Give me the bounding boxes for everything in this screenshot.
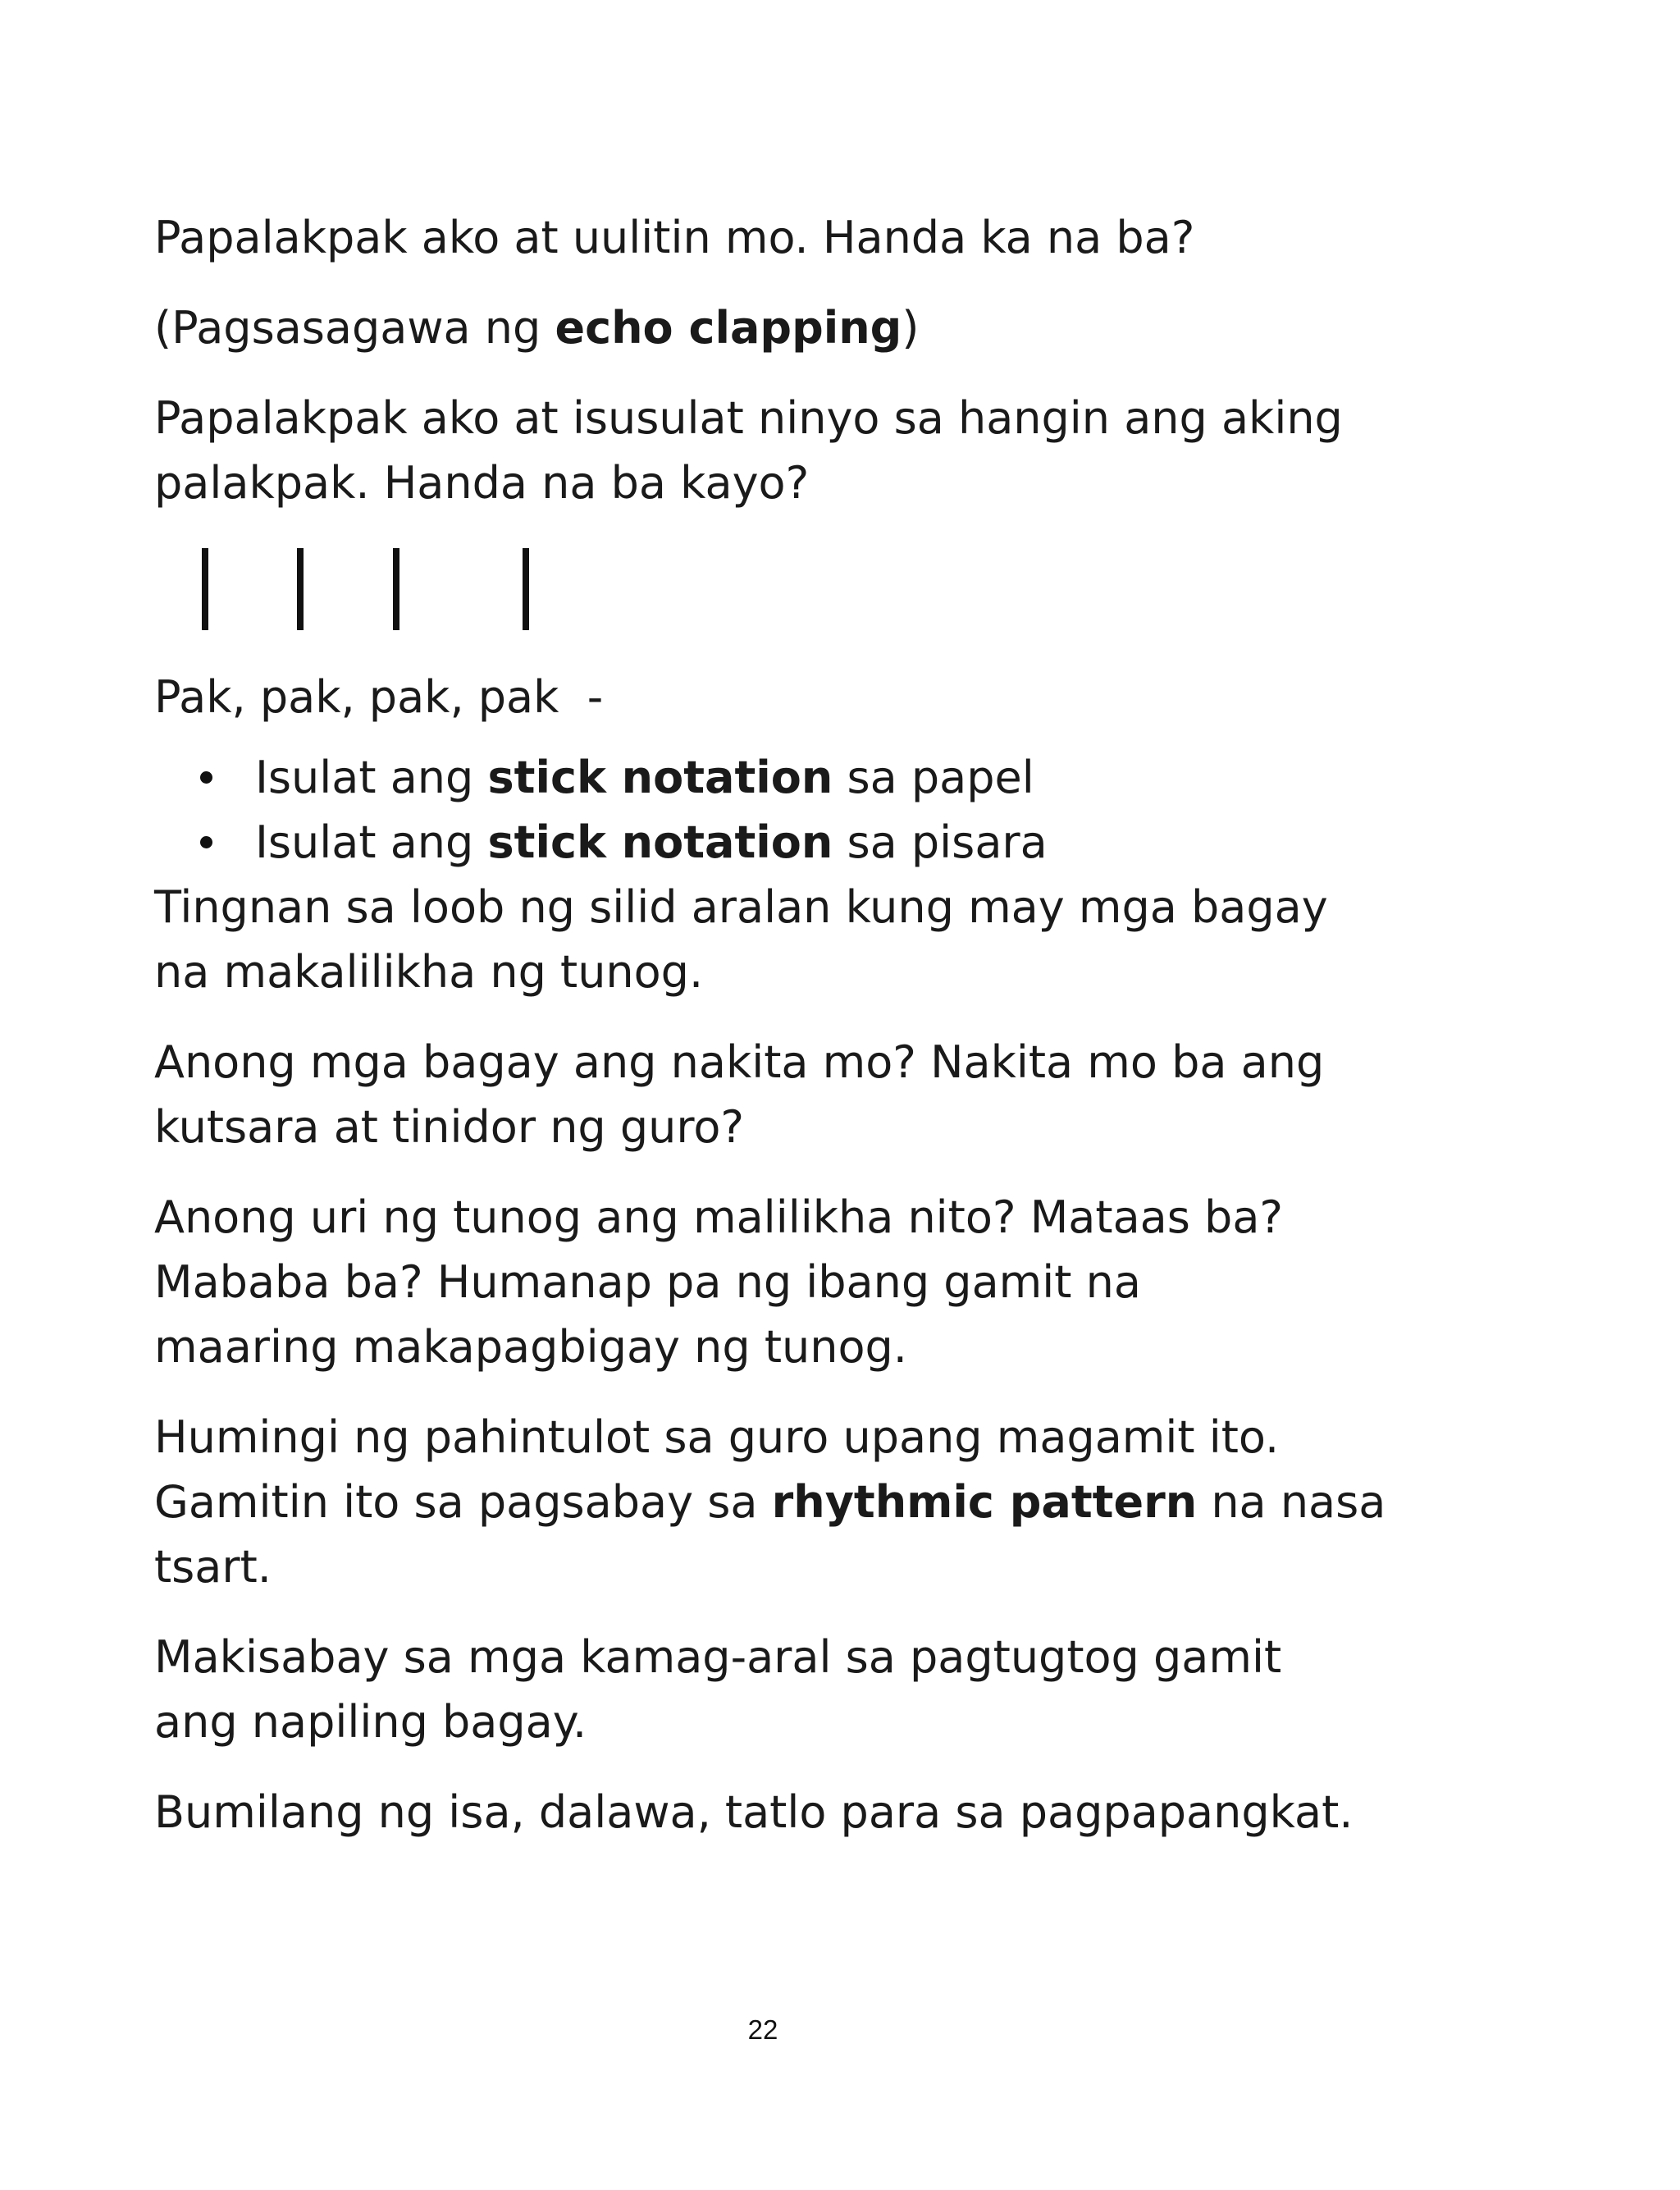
stick-notation xyxy=(154,548,1483,635)
list-item xyxy=(154,810,1483,875)
paragraph-write-in-air xyxy=(154,386,1483,515)
text-line: Anong mga bagay ang nakita mo? Nakita mo ba ang xyxy=(154,1036,1325,1088)
term-rhythmic-pattern: rhythmic pattern xyxy=(771,1476,1198,1528)
text-line: Anong uri ng tunog ang malilikha nito? Mataas ba? xyxy=(154,1191,1284,1243)
stick-mark xyxy=(523,548,529,630)
text-line: kutsara at tinidor ng guro? xyxy=(154,1101,745,1153)
stick-mark xyxy=(297,548,304,630)
paragraph-sound-type xyxy=(154,1185,1483,1379)
term-echo-clapping: echo clapping xyxy=(555,302,902,354)
paragraph-pak: Pak, pak, pak, pak - xyxy=(154,671,604,723)
text-line: maaring makapagbigay ng tunog. xyxy=(154,1321,907,1373)
paragraph-echo-clapping xyxy=(154,295,1483,360)
bullet-icon xyxy=(200,771,212,784)
text-segment: Isulat ang xyxy=(255,752,488,803)
page-number: 22 xyxy=(747,2014,778,2045)
text-segment: Isulat ang xyxy=(255,816,488,868)
text-line: Tingnan sa loob ng silid aralan kung may mga bagay xyxy=(154,881,1328,933)
text-line: na makalilikha ng tunog. xyxy=(154,946,704,998)
paragraph-look-around xyxy=(154,875,1483,1004)
paragraph-ask-permission xyxy=(154,1405,1483,1599)
paragraph-count-groups: Bumilang ng isa, dalawa, tatlo para sa pagpapangkat. xyxy=(154,1786,1354,1838)
text-line: Papalakpak ako at isusulat ninyo sa hangin ang aking xyxy=(154,392,1343,444)
text-line: palakpak. Handa na ba kayo? xyxy=(154,457,810,509)
text-line: Makisabay sa mga kamag-aral sa pagtugtog gamit xyxy=(154,1631,1282,1683)
list-item xyxy=(154,745,1483,810)
paragraph-play-along xyxy=(154,1625,1483,1754)
stick-mark xyxy=(202,548,208,630)
term-stick-notation: stick notation xyxy=(487,752,833,803)
term-stick-notation: stick notation xyxy=(487,816,833,868)
text-segment: sa papel xyxy=(833,752,1034,803)
stick-mark xyxy=(393,548,399,630)
paragraph-clap-intro: Papalakpak ako at uulitin mo. Handa ka na ba? xyxy=(154,212,1195,263)
page-content xyxy=(154,205,1483,1845)
text-line: Humingi ng pahintulot sa guro upang magamit ito. xyxy=(154,1411,1280,1463)
paragraph-what-objects xyxy=(154,1030,1483,1159)
text-segment: sa pisara xyxy=(833,816,1048,868)
text-segment: ) xyxy=(902,302,920,354)
text-segment: na nasa xyxy=(1197,1476,1386,1528)
bullet-list xyxy=(154,745,1483,875)
text-line: ang napiling bagay. xyxy=(154,1696,587,1748)
bullet-icon xyxy=(200,836,212,848)
text-line: Mababa ba? Humanap pa ng ibang gamit na xyxy=(154,1256,1141,1308)
text-segment: (Pagsasagawa ng xyxy=(154,302,555,354)
text-segment: Gamitin ito sa pagsabay sa xyxy=(154,1476,772,1528)
text-line: tsart. xyxy=(154,1541,272,1593)
